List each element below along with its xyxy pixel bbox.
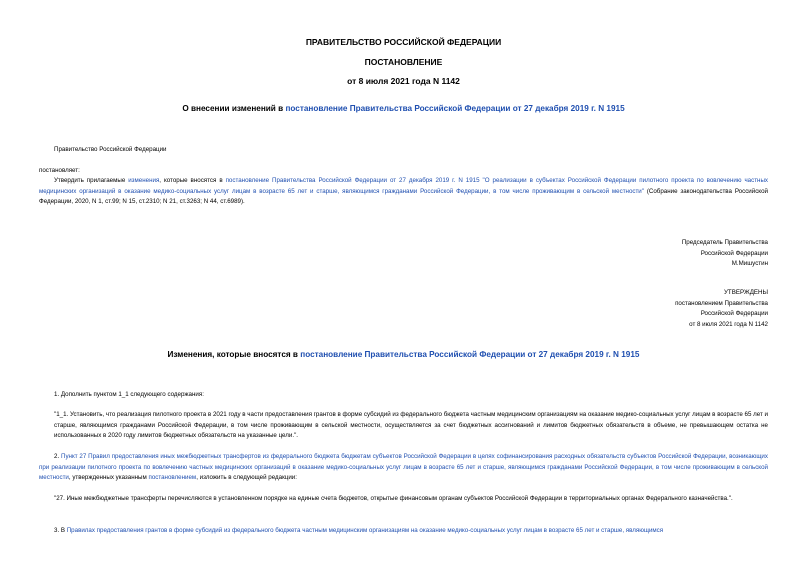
- item-1-quote: "1_1. Установить, что реализация пилотного проекта в 2021 году в части предоставления грантов в форме субсидий из федерального бюджета частным медицинским организациям на оказание медико-социальных услуг лицам в возрасте 65 лет и старше, являющимся гражданами Российской Федерации, в том числе проживающим в сельской местности, осуществляется за счет бюджетных ассигнований и лимитов бюджетных обязательств в объеме, не превышающем остатка не использованных в 2020 году лимитов бюджетных обязательств на указанные цели.".: [54, 411, 768, 439]
- changes-title: [0, 350, 807, 359]
- resolution-paragraph: Утвердить прилагаемые изменения, которые вносятся в постановление Правительства Российской Федерации от 27 декабря 2019 г. N 1915 "О реализации в субъектах Российской Федерации пилотного проекта по вовлечению частных медицинских организаций в оказание медико-социальных услуг лицам в возрасте 65 лет и старше, являющимся гражданами Российской Федерации, в том числе проживающим в сельской местности" (Собрание законодательства Российской Федерации, 2020, N 1, ст.99; N 15, ст.2310; N 21, ст.3263; N 44, ст.6989).: [39, 177, 768, 205]
- signature-block: [500, 238, 768, 270]
- item-2-quote: "27. Иные межбюджетные трансферты перечисляются в установленном порядке на единые счета бюджетов, открытые финансовым органам субъектов Российской Федерации в территориальных органах Федерального казначейства.".: [54, 495, 733, 502]
- date-number-heading: от 8 июля 2021 года N 1142: [347, 76, 460, 86]
- item-1-text: 1. Дополнить пунктом 1_1 следующего содержания:: [54, 391, 204, 398]
- document-title: [0, 104, 807, 113]
- changes-title-link[interactable]: постановление Правительства Российской Федерации от 27 декабря 2019 г. N 1915: [300, 350, 640, 359]
- approved-label: УТВЕРЖДЕНЫ: [724, 289, 768, 296]
- approved-date: от 8 июля 2021 года N 1142: [689, 320, 768, 328]
- title-prefix: О внесении изменений в: [182, 104, 286, 113]
- point-27-link[interactable]: Пункт 27: [61, 453, 87, 460]
- approved-country: Российской Федерации: [700, 310, 768, 317]
- approved-by: постановлением Правительства: [675, 299, 768, 307]
- issuer-text: Правительство Российской Федерации: [54, 146, 167, 153]
- title-link[interactable]: постановление Правительства Российской Федерации от 27 декабря 2019 г. N 1915: [285, 104, 625, 113]
- grant-rules-link[interactable]: Правилах предоставления грантов в форме субсидий из федерального бюджета частным медицинским организациям на оказание медико-социальных услуг лицам в возрасте 65 лет и старше, являющимся: [66, 527, 664, 534]
- resolves-text: постановляет:: [39, 167, 80, 174]
- signature-name: М.Мишустин: [731, 260, 768, 267]
- transfer-rules-link[interactable]: Правил предоставления иных межбюджетных трансфертов из федерального бюджета бюджетам субъектов Российской Федерации в целях софинансирования расходных обязательств субъектов Российской Федерации, возникающих при реализации пилотного проекта по вовлечению частных медицинских организаций в оказание медико-социальных услуг лицам в возрасте 65 лет и старше, являющимся гражданами Российской Федерации, в том числе проживающим в сельской местности: [39, 453, 768, 481]
- resolution-1915-link[interactable]: постановление Правительства Российской Федерации от 27 декабря 2019 г. N 1915 "О реализации в субъектах Российской Федерации пилотного проекта по вовлечению частных медицинских организаций в оказание медико-социальных услуг лицам в возрасте 65 лет и старше, являющимся гражданами Российской Федерации, в том числе проживающим в сельской местности": [39, 177, 768, 195]
- changes-title-prefix: Изменения, которые вносятся в: [167, 350, 301, 359]
- item-2-paragraph: 2. Пункт 27 Правил предоставления иных межбюджетных трансфертов из федерального бюджета бюджетам субъектов Российской Федерации в целях софинансирования расходных обязательств субъектов Российской Федерации, возникающих при реализации пилотного проекта по вовлечению частных медицинских организаций в оказание медико-социальных услуг лицам в возрасте 65 лет и старше, являющимся гражданами Российской Федерации, в том числе проживающим в сельской местности, утвержденных указанным постановлением, изложить в следующей редакции:: [39, 453, 768, 481]
- doc-type-heading: ПОСТАНОВЛЕНИЕ: [364, 57, 443, 67]
- changes-link[interactable]: изменения: [128, 177, 160, 184]
- resolution-link[interactable]: постановлением: [148, 474, 197, 481]
- signature-position: Председатель Правительства: [681, 239, 768, 246]
- government-heading: ПРАВИТЕЛЬСТВО РОССИЙСКОЙ ФЕДЕРАЦИИ: [305, 37, 502, 47]
- signature-country: Российской Федерации: [700, 249, 768, 257]
- approval-block: [500, 288, 768, 330]
- item-3-paragraph: 3. В Правилах предоставления грантов в форме субсидий из федерального бюджета частным медицинским организациям на оказание медико-социальных услуг лицам в возрасте 65 лет и старше, являющимся: [54, 527, 664, 534]
